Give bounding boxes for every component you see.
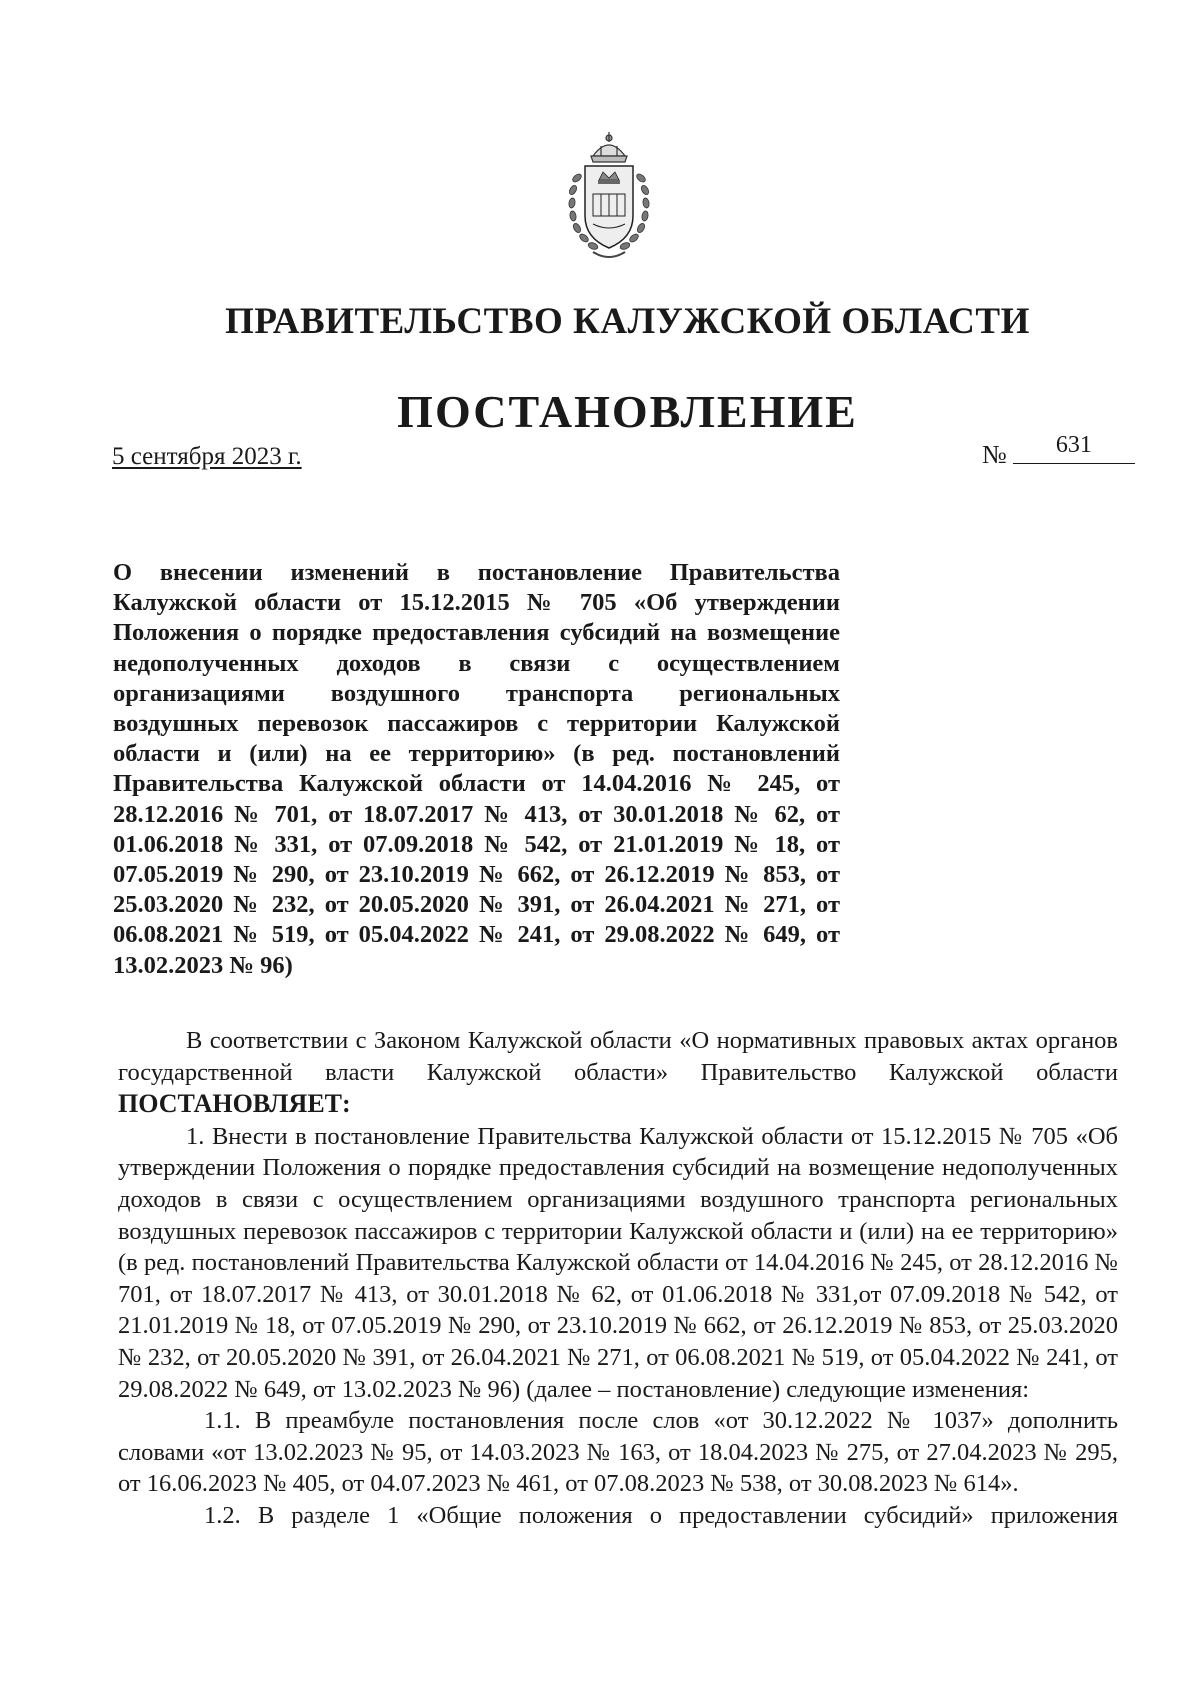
document-type-title: ПОСТАНОВЛЕНИЕ: [397, 386, 858, 437]
document-subject: О внесении изменений в постановление Правительства Калужской области от 15.12.2015 № 705 «Об утверждении Положения о порядке предоставления субсидий на возмещение недополученных доходов в связи с осуществлением организациями воздушного транспорта региональных воздушных перевозок пассажиров с территории Калужской области и (или) на ее территорию» (в ред. постановлений Правительства Калужской области от 14.04.2016 № 245, от 28.12.2016 № 701, от 18.07.2017 № 413, от 30.01.2018 № 62, от 01.06.2018 № 331, от 07.09.2018 № 542, от 21.01.2019 № 18, от 07.05.2019 № 290, от 23.10.2019 № 662, от 26.12.2019 № 853, от 25.03.2020 № 232, от 20.05.2020 № 391, от 26.04.2021 № 271, от 06.08.2021 № 519, от 05.04.2022 № 241, от 29.08.2022 № 649, от 13.02.2023 № 96): [113, 559, 840, 979]
item-1-2-paragraph: 1.2. В разделе 1 «Общие положения о предоставлении субсидий» приложения: [204, 1501, 1118, 1529]
preamble-paragraph: [118, 1025, 1118, 1121]
item-1-1-paragraph: 1.1. В преамбуле постановления после слов «от 30.12.2022 № 1037» дополнить словами «от 13.02.2023 № 95, от 14.03.2023 № 163, от 18.04.2023 № 275, от 27.04.2023 № 295, от 16.06.2023 № 405, от 04.07.2023 № 461, от 07.08.2023 № 538, от 30.08.2023 № 614».: [118, 1407, 1118, 1498]
document-body: [118, 1025, 1118, 1532]
preamble-text: В соответствии с Законом Калужской области «О нормативных правовых актах органов государственной власти Калужской области» Правительство Калужской области: [118, 1027, 1118, 1086]
decree-word: ПОСТАНОВЛЯЕТ:: [118, 1089, 351, 1119]
government-name-heading: ПРАВИТЕЛЬСТВО КАЛУЖСКОЙ ОБЛАСТИ: [225, 301, 1030, 342]
document-number: 631: [1013, 432, 1135, 464]
item-1-paragraph: 1. Внести в постановление Правительства Калужской области от 15.12.2015 № 705 «Об утверждении Положения о порядке предоставления субсидий на возмещение недополученных доходов в связи с осуществлением организациями воздушного транспорта региональных воздушных перевозок пассажиров с территории Калужской области и (или) на ее территорию» (в ред. постановлений Правительства Калужской области от 14.04.2016 № 245, от 28.12.2016 № 701, от 18.07.2017 № 413, от 30.01.2018 № 62, от 01.06.2018 № 331,от 07.09.2018 № 542, от 21.01.2019 № 18, от 07.05.2019 № 290, от 23.10.2019 № 662, от 26.12.2019 № 853, от 25.03.2020 № 232, от 20.05.2020 № 391, от 26.04.2021 № 271, от 06.08.2021 № 519, от 05.04.2022 № 241, от 29.08.2022 № 649, от 13.02.2023 № 96) (далее – постановление) следующие изменения:: [118, 1122, 1118, 1403]
kaluga-coat-of-arms-emblem: [563, 128, 655, 268]
document-number-field: [982, 432, 1135, 470]
number-sign: №: [982, 440, 1007, 469]
document-date: 5 сентября 2023 г.: [112, 443, 302, 470]
